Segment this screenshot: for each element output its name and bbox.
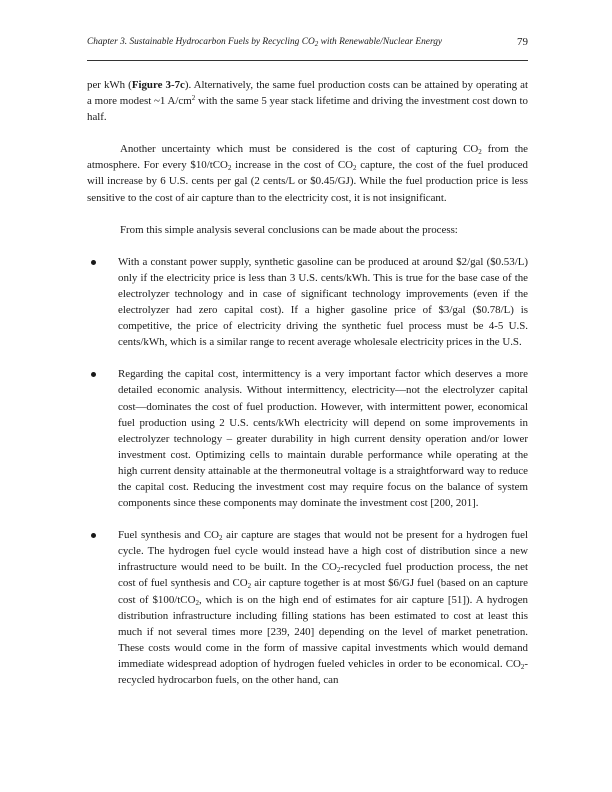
paragraph-3: From this simple analysis several conclusions can be made about the process: xyxy=(120,223,458,236)
list-item: With a constant power supply, synthetic gasoline can be produced at around $2/gal ($0.53/L) only if the electricity price is less than 3 U.S. cents/kWh. This is true for the base case of the electrolyzer technology and in case of significant technology improvements (even if the electrolyzer had zero capital cost). If a higher gasoline price of $3/gal ($0.78/L) is competitive, the price of electricity driving the synthetic fuel process must be 4-5 U.S. cents/kWh, which is a similar range to recent average wholesale electricity prices in the U.S. xyxy=(87,254,528,351)
figure-reference: Figure 3-7c xyxy=(131,79,185,91)
conclusions-list xyxy=(87,254,528,688)
running-header xyxy=(87,34,528,50)
chapter-title: Chapter 3. Sustainable Hydrocarbon Fuels by Recycling $CO_2$ with Renewable/Nuclear Energy xyxy=(87,37,443,48)
list-item: Fuel synthesis and $CO_2$ air capture are stages that would not be present for a hydrogen fuel cycle. The hydrogen fuel cycle would instead have a high cost of distribution since a new infrastructure would need to be built. In the $CO_2$-recycled fuel production process, the net cost of fuel synthesis and $CO_2$ air capture together is at most $6/GJ fuel (based on an capture cost of $100/tCO$_2$, which is on the high end of estimates for air capture [51]). A hydrogen distribution infrastructure including filling stations has been estimated to cost at least this much if not several times more [239, 240] depending on the level of market penetration. These costs would come in the form of massive capital investments which would demand immediate widespread adoption of hydrogen fueled vehicles in order to be economical. $CO_2$-recycled hydrocarbon fuels, on the other hand, can xyxy=(87,527,528,688)
bullet-icon xyxy=(91,372,96,377)
list-item: Regarding the capital cost, intermittency is a very important factor which deserves a more detailed economic analysis. Without intermittency, electricity—not the electrolyzer capital cost—dominates the cost of fuel production. However, with intermittent power, economical fuel production using 2 U.S. cents/kWh electricity will depend on some improvements in electrolyzer technology – greater durability in high current density operation and/or lower investment cost. Optimizing cells to maintain durable performance while operating at the high current density attainable at the thermoneutral voltage is a straightforward way to reduce the capital cost. Reducing the investment cost may require focus on the balance of system components since these components may dominate the investment cost [200, 201]. xyxy=(87,366,528,511)
paragraph-2: Another uncertainty which must be considered is the cost of capturing $CO_2$ from the atmosphere. For every $10/tCO$_2$ increase in the cost of $CO_2$ capture, the cost of the fuel produced will increase by 6 U.S. cents per gal (2 cents/L or $0.45/GJ). While the fuel production price is less sensitive to the cost of air capture than to the electricity cost, it is not insignificant. xyxy=(87,143,529,204)
header-rule xyxy=(87,60,528,61)
bullet-icon xyxy=(91,533,96,538)
page-number: 79 xyxy=(517,36,528,48)
bullet-icon xyxy=(91,260,96,265)
paragraph-1: per kWh (Figure 3-7c). Alternatively, the same fuel production costs can be attained by operating at a more modest ~1 $A/cm^2$ with the same 5 year stack lifetime and driving the investment cost down to half. xyxy=(87,79,528,124)
body-text xyxy=(87,77,528,688)
